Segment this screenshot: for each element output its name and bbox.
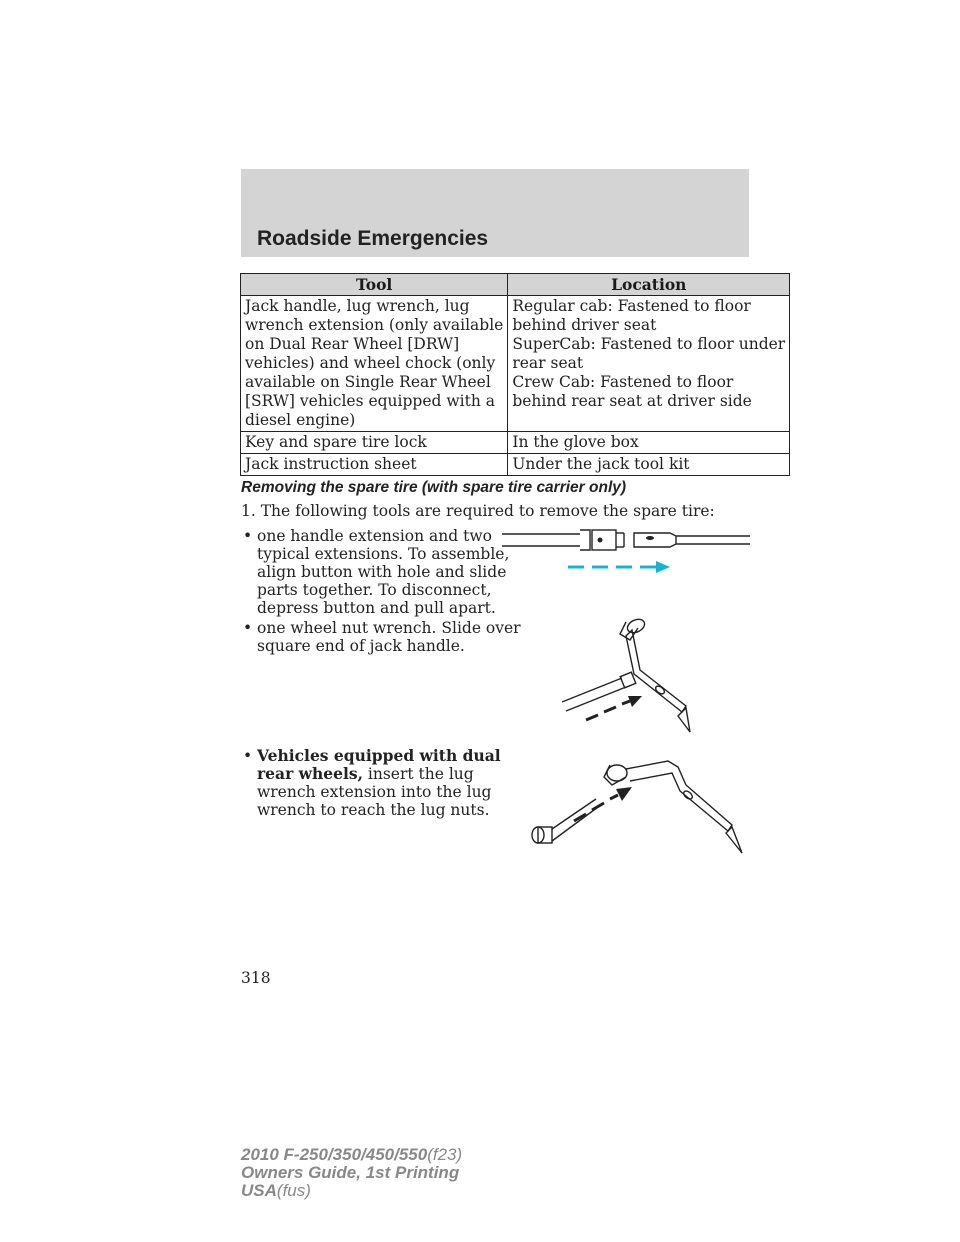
arrow-icon (568, 561, 670, 573)
footer-model: 2010 F-250/350/450/550 (241, 1145, 428, 1164)
cell-line: behind rear seat at driver side (512, 392, 752, 410)
cell-line: available on Single Rear Wheel (245, 373, 491, 391)
location-cell (508, 296, 790, 432)
section-title: Roadside Emergencies (257, 227, 489, 250)
extension-bars-figure (500, 520, 756, 580)
footer-region: USA (241, 1181, 277, 1200)
bullet-line: insert the lug (362, 765, 474, 783)
cell-line: Crew Cab: Fastened to floor (512, 373, 734, 391)
bullet-line: depress button and pull apart. (257, 599, 496, 617)
bullet-line: wrench to reach the lug nuts. (257, 801, 490, 819)
tool-location-table (240, 273, 790, 476)
button-icon (598, 538, 603, 543)
cell-line: rear seat (512, 354, 584, 372)
table-header-row (241, 274, 790, 296)
cell-line: on Dual Rear Wheel [DRW] (245, 335, 460, 353)
table-row (241, 432, 790, 454)
page-number: 318 (241, 969, 271, 987)
bullet-text (257, 747, 501, 819)
footer-printing: Owners Guide, 1st Printing (241, 1163, 460, 1182)
cell-line: SuperCab: Fastened to floor under (512, 335, 786, 353)
arrow-icon (574, 787, 632, 821)
location-cell: In the glove box (508, 432, 790, 454)
cell-line: vehicles) and wheel chock (only (245, 354, 496, 372)
column-header-tool: Tool (241, 274, 508, 296)
footer-imprint (241, 1146, 462, 1200)
tool-cell: Key and spare tire lock (241, 432, 508, 454)
bullet-line: one wheel nut wrench. Slide over (257, 619, 521, 637)
cell-line: wrench extension (only available (245, 316, 504, 334)
bullet-bold-text: rear wheels, (257, 764, 363, 783)
table-row (241, 296, 790, 432)
bullet-line: square end of jack handle. (257, 637, 465, 655)
bullet-text (257, 619, 521, 655)
location-cell: Under the jack tool kit (508, 454, 790, 476)
section-header-band (241, 169, 749, 257)
bullet-line: wrench extension into the lug (257, 783, 492, 801)
bullet-dot: • (243, 747, 253, 765)
cell-line: diesel engine) (245, 411, 356, 429)
footer-model-code: (f23) (427, 1145, 463, 1164)
tool-cell (241, 296, 508, 432)
tool-cell: Jack instruction sheet (241, 454, 508, 476)
table-row (241, 454, 790, 476)
lug-wrench-extension-figure (528, 755, 750, 867)
cell-line: [SRW] vehicles equipped with a (245, 392, 495, 410)
bullet-bold-text: Vehicles equipped with dual (257, 746, 501, 765)
cell-line: behind driver seat (512, 316, 657, 334)
subheading: Removing the spare tire (with spare tire carrier only) (241, 479, 627, 496)
bullet-line: parts together. To disconnect, (257, 581, 492, 599)
step-1-text: 1. The following tools are required to remove the spare tire: (241, 502, 715, 520)
bullet-text (257, 527, 509, 617)
cell-line: Jack handle, lug wrench, lug (245, 297, 470, 315)
cell-line: Regular cab: Fastened to floor (512, 297, 751, 315)
bullet-line: align button with hole and slide (257, 563, 507, 581)
wheel-nut-wrench-figure (560, 612, 700, 734)
bullet-dot: • (243, 619, 253, 637)
bullet-line: one handle extension and two (257, 527, 492, 545)
bullet-line: typical extensions. To assemble, (257, 545, 510, 563)
footer-region-code: (fus) (276, 1181, 311, 1200)
column-header-location: Location (508, 274, 790, 296)
bullet-dot: • (243, 527, 253, 545)
